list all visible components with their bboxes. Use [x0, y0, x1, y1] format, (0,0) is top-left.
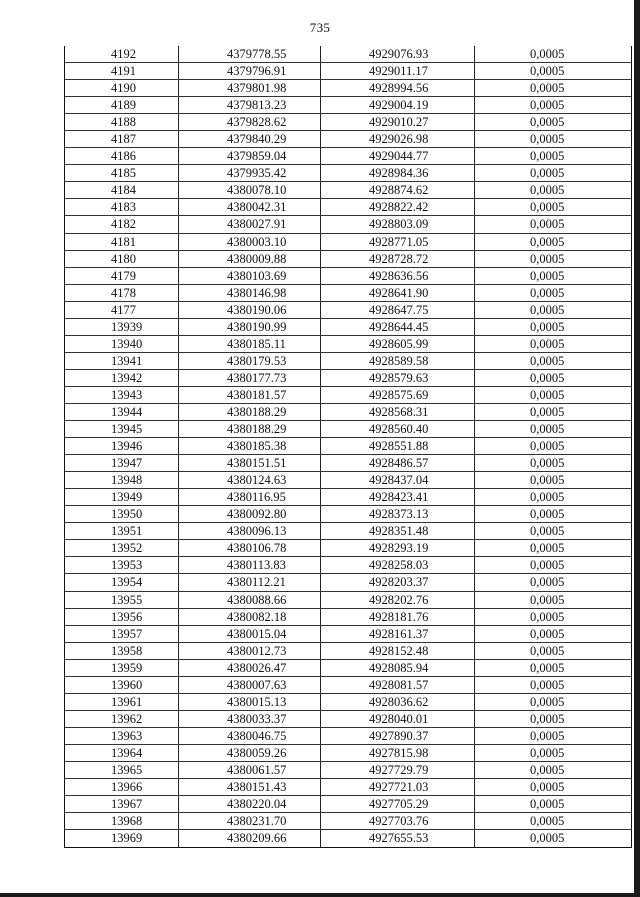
tolerance-cell: 0,0005	[530, 694, 565, 709]
y-coordinate-cell: 4928636.56	[321, 268, 475, 284]
table-row	[65, 234, 631, 251]
point-number-cell: 13939	[65, 319, 179, 335]
tolerance-cell: 0,0005	[530, 609, 565, 624]
x-coordinate-cell: 4379778.55	[179, 46, 321, 62]
x-coordinate-cell: 4379859.04	[179, 148, 321, 164]
tolerance-cell: 0,0005	[530, 780, 565, 795]
x-coordinate-cell: 4380009.88	[179, 251, 321, 267]
table-row	[65, 199, 631, 216]
tolerance-cell: 0,0005	[530, 217, 565, 232]
table-row	[65, 472, 631, 489]
tolerance-cell: 0,0005	[530, 319, 565, 334]
y-coordinate-cell: 4928641.90	[321, 285, 475, 301]
table-row	[65, 660, 631, 677]
x-coordinate-cell: 4380151.43	[179, 779, 321, 795]
x-coordinate-cell: 4380220.04	[179, 796, 321, 812]
tolerance-cell: 0,0005	[530, 149, 565, 164]
table-row	[65, 779, 631, 796]
point-number-cell: 13942	[65, 370, 179, 386]
tolerance-cell: 0,0005	[530, 592, 565, 607]
y-coordinate-cell: 4928568.31	[321, 404, 475, 420]
y-coordinate-cell: 4928258.03	[321, 557, 475, 573]
scan-edge-right	[634, 0, 640, 897]
tolerance-cell: 0,0005	[530, 404, 565, 419]
table-row	[65, 540, 631, 557]
y-coordinate-cell: 4928081.57	[321, 677, 475, 693]
tolerance-cell: 0,0005	[530, 626, 565, 641]
table-row	[65, 387, 631, 404]
point-number-cell: 13955	[65, 592, 179, 608]
point-number-cell: 13944	[65, 404, 179, 420]
table-row	[65, 421, 631, 438]
x-coordinate-cell: 4380116.95	[179, 489, 321, 505]
tolerance-cell: 0,0005	[530, 797, 565, 812]
tolerance-cell: 0,0005	[530, 643, 565, 658]
y-coordinate-cell: 4927729.79	[321, 762, 475, 778]
y-coordinate-cell: 4928994.56	[321, 80, 475, 96]
point-number-cell: 13963	[65, 728, 179, 744]
tolerance-cell: 0,0005	[530, 745, 565, 760]
point-number-cell: 13956	[65, 609, 179, 625]
table-row	[65, 268, 631, 285]
point-number-cell: 4181	[65, 234, 179, 250]
tolerance-cell: 0,0005	[530, 268, 565, 283]
x-coordinate-cell: 4380046.75	[179, 728, 321, 744]
table-row	[65, 506, 631, 523]
y-coordinate-cell: 4928036.62	[321, 694, 475, 710]
tolerance-cell: 0,0005	[530, 370, 565, 385]
tolerance-cell: 0,0005	[530, 302, 565, 317]
point-number-cell: 4183	[65, 199, 179, 215]
tolerance-cell: 0,0005	[530, 831, 565, 846]
point-number-cell: 13967	[65, 796, 179, 812]
point-number-cell: 13952	[65, 540, 179, 556]
y-coordinate-cell: 4928486.57	[321, 455, 475, 471]
point-number-cell: 13957	[65, 626, 179, 642]
table-row	[65, 285, 631, 302]
x-coordinate-cell: 4380185.11	[179, 336, 321, 352]
table-row	[65, 438, 631, 455]
tolerance-cell: 0,0005	[530, 558, 565, 573]
point-number-cell: 4184	[65, 182, 179, 198]
point-number-cell: 4177	[65, 302, 179, 318]
x-coordinate-cell: 4380124.63	[179, 472, 321, 488]
tolerance-cell: 0,0005	[530, 64, 565, 79]
x-coordinate-cell: 4380096.13	[179, 523, 321, 539]
y-coordinate-cell: 4928181.76	[321, 609, 475, 625]
tolerance-cell: 0,0005	[530, 98, 565, 113]
table-row	[65, 46, 631, 63]
y-coordinate-cell: 4928085.94	[321, 660, 475, 676]
tolerance-cell: 0,0005	[530, 507, 565, 522]
table-row	[65, 182, 631, 199]
x-coordinate-cell: 4380181.57	[179, 387, 321, 403]
table-row	[65, 643, 631, 660]
y-coordinate-cell: 4928293.19	[321, 540, 475, 556]
table-row	[65, 336, 631, 353]
x-coordinate-cell: 4380061.57	[179, 762, 321, 778]
x-coordinate-cell: 4380177.73	[179, 370, 321, 386]
table-row	[65, 148, 631, 165]
y-coordinate-cell: 4928373.13	[321, 506, 475, 522]
y-coordinate-cell: 4928822.42	[321, 199, 475, 215]
y-coordinate-cell: 4928152.48	[321, 643, 475, 659]
point-number-cell: 13948	[65, 472, 179, 488]
point-number-cell: 13968	[65, 813, 179, 829]
x-coordinate-cell: 4380088.66	[179, 592, 321, 608]
x-coordinate-cell: 4379813.23	[179, 97, 321, 113]
table-row	[65, 131, 631, 148]
point-number-cell: 13959	[65, 660, 179, 676]
point-number-cell: 4187	[65, 131, 179, 147]
tolerance-cell: 0,0005	[530, 353, 565, 368]
tolerance-cell: 0,0005	[530, 575, 565, 590]
point-number-cell: 13964	[65, 745, 179, 761]
table-row	[65, 216, 631, 233]
x-coordinate-cell: 4379801.98	[179, 80, 321, 96]
point-number-cell: 13969	[65, 830, 179, 847]
table-row	[65, 353, 631, 370]
y-coordinate-cell: 4928551.88	[321, 438, 475, 454]
table-row	[65, 489, 631, 506]
tolerance-cell: 0,0005	[530, 251, 565, 266]
y-coordinate-cell: 4928351.48	[321, 523, 475, 539]
x-coordinate-cell: 4380092.80	[179, 506, 321, 522]
point-number-cell: 13943	[65, 387, 179, 403]
y-coordinate-cell: 4929004.19	[321, 97, 475, 113]
x-coordinate-cell: 4380179.53	[179, 353, 321, 369]
point-number-cell: 4180	[65, 251, 179, 267]
table-row	[65, 319, 631, 336]
x-coordinate-cell: 4380113.83	[179, 557, 321, 573]
y-coordinate-cell: 4928203.37	[321, 574, 475, 590]
table-row	[65, 574, 631, 591]
table-row	[65, 694, 631, 711]
tolerance-cell: 0,0005	[530, 541, 565, 556]
y-coordinate-cell: 4928423.41	[321, 489, 475, 505]
point-number-cell: 4192	[65, 46, 179, 62]
tolerance-cell: 0,0005	[530, 711, 565, 726]
table-row	[65, 711, 631, 728]
y-coordinate-cell: 4928560.40	[321, 421, 475, 437]
table-row	[65, 609, 631, 626]
point-number-cell: 13940	[65, 336, 179, 352]
x-coordinate-cell: 4380015.04	[179, 626, 321, 642]
y-coordinate-cell: 4928202.76	[321, 592, 475, 608]
y-coordinate-cell: 4928644.45	[321, 319, 475, 335]
x-coordinate-cell: 4380188.29	[179, 421, 321, 437]
tolerance-cell: 0,0005	[530, 387, 565, 402]
point-number-cell: 13950	[65, 506, 179, 522]
point-number-cell: 4178	[65, 285, 179, 301]
tolerance-cell: 0,0005	[530, 439, 565, 454]
y-coordinate-cell: 4927655.53	[321, 830, 475, 847]
x-coordinate-cell: 4380078.10	[179, 182, 321, 198]
table-row	[65, 370, 631, 387]
x-coordinate-cell: 4380003.10	[179, 234, 321, 250]
tolerance-cell: 0,0005	[530, 81, 565, 96]
point-number-cell: 4182	[65, 216, 179, 232]
x-coordinate-cell: 4380059.26	[179, 745, 321, 761]
x-coordinate-cell: 4380012.73	[179, 643, 321, 659]
tolerance-cell: 0,0005	[530, 660, 565, 675]
x-coordinate-cell: 4379935.42	[179, 165, 321, 181]
y-coordinate-cell: 4928161.37	[321, 626, 475, 642]
table-row	[65, 813, 631, 830]
x-coordinate-cell: 4380231.70	[179, 813, 321, 829]
point-number-cell: 4191	[65, 63, 179, 79]
point-number-cell: 4185	[65, 165, 179, 181]
y-coordinate-cell: 4929010.27	[321, 114, 475, 130]
tolerance-cell: 0,0005	[530, 762, 565, 777]
y-coordinate-cell: 4928728.72	[321, 251, 475, 267]
x-coordinate-cell: 4380112.21	[179, 574, 321, 590]
y-coordinate-cell: 4928579.63	[321, 370, 475, 386]
x-coordinate-cell: 4379828.62	[179, 114, 321, 130]
table-row	[65, 745, 631, 762]
table-row	[65, 523, 631, 540]
tolerance-cell: 0,0005	[530, 285, 565, 300]
y-coordinate-cell: 4928771.05	[321, 234, 475, 250]
x-coordinate-cell: 4380209.66	[179, 830, 321, 847]
table-row	[65, 830, 631, 847]
point-number-cell: 13965	[65, 762, 179, 778]
x-coordinate-cell: 4380185.38	[179, 438, 321, 454]
y-coordinate-cell: 4928437.04	[321, 472, 475, 488]
y-coordinate-cell: 4929044.77	[321, 148, 475, 164]
y-coordinate-cell: 4929076.93	[321, 46, 475, 62]
point-number-cell: 4188	[65, 114, 179, 130]
point-number-cell: 13949	[65, 489, 179, 505]
y-coordinate-cell: 4928040.01	[321, 711, 475, 727]
x-coordinate-cell: 4380007.63	[179, 677, 321, 693]
x-coordinate-cell: 4380190.99	[179, 319, 321, 335]
table-row	[65, 302, 631, 319]
point-number-cell: 4179	[65, 268, 179, 284]
point-number-cell: 13958	[65, 643, 179, 659]
table-row	[65, 796, 631, 813]
point-number-cell: 13954	[65, 574, 179, 590]
point-number-cell: 13951	[65, 523, 179, 539]
point-number-cell: 13941	[65, 353, 179, 369]
x-coordinate-cell: 4380106.78	[179, 540, 321, 556]
x-coordinate-cell: 4379840.29	[179, 131, 321, 147]
table-row	[65, 80, 631, 97]
x-coordinate-cell: 4380146.98	[179, 285, 321, 301]
y-coordinate-cell: 4927721.03	[321, 779, 475, 795]
y-coordinate-cell: 4927703.76	[321, 813, 475, 829]
table-row	[65, 97, 631, 114]
tolerance-cell: 0,0005	[530, 115, 565, 130]
tolerance-cell: 0,0005	[530, 234, 565, 249]
tolerance-cell: 0,0005	[530, 336, 565, 351]
point-number-cell: 13961	[65, 694, 179, 710]
table-row	[65, 677, 631, 694]
x-coordinate-cell: 4380151.51	[179, 455, 321, 471]
tolerance-cell: 0,0005	[530, 490, 565, 505]
scan-edge-bottom	[0, 893, 640, 897]
point-number-cell: 13947	[65, 455, 179, 471]
x-coordinate-cell: 4380042.31	[179, 199, 321, 215]
table-row	[65, 251, 631, 268]
point-number-cell: 13945	[65, 421, 179, 437]
point-number-cell: 4189	[65, 97, 179, 113]
tolerance-cell: 0,0005	[530, 728, 565, 743]
y-coordinate-cell: 4927705.29	[321, 796, 475, 812]
tolerance-cell: 0,0005	[530, 200, 565, 215]
x-coordinate-cell: 4380027.91	[179, 216, 321, 232]
tolerance-cell: 0,0005	[530, 132, 565, 147]
table-row	[65, 404, 631, 421]
coordinates-table	[64, 46, 632, 848]
y-coordinate-cell: 4928605.99	[321, 336, 475, 352]
x-coordinate-cell: 4380188.29	[179, 404, 321, 420]
tolerance-cell: 0,0005	[530, 47, 565, 61]
x-coordinate-cell: 4380103.69	[179, 268, 321, 284]
tolerance-cell: 0,0005	[530, 166, 565, 181]
table-row	[65, 626, 631, 643]
point-number-cell: 4186	[65, 148, 179, 164]
point-number-cell: 13960	[65, 677, 179, 693]
y-coordinate-cell: 4928803.09	[321, 216, 475, 232]
tolerance-cell: 0,0005	[530, 422, 565, 437]
tolerance-cell: 0,0005	[530, 183, 565, 198]
x-coordinate-cell: 4380082.18	[179, 609, 321, 625]
point-number-cell: 13966	[65, 779, 179, 795]
table-row	[65, 455, 631, 472]
point-number-cell: 13946	[65, 438, 179, 454]
y-coordinate-cell: 4928647.75	[321, 302, 475, 318]
page-number: 735	[309, 20, 331, 35]
table-row	[65, 165, 631, 182]
y-coordinate-cell: 4927890.37	[321, 728, 475, 744]
point-number-cell: 13962	[65, 711, 179, 727]
y-coordinate-cell: 4929011.17	[321, 63, 475, 79]
x-coordinate-cell: 4380015.13	[179, 694, 321, 710]
y-coordinate-cell: 4929026.98	[321, 131, 475, 147]
y-coordinate-cell: 4928575.69	[321, 387, 475, 403]
y-coordinate-cell: 4928984.36	[321, 165, 475, 181]
table-row	[65, 63, 631, 80]
point-number-cell: 4190	[65, 80, 179, 96]
table-row	[65, 114, 631, 131]
table-row	[65, 592, 631, 609]
x-coordinate-cell: 4380026.47	[179, 660, 321, 676]
tolerance-cell: 0,0005	[530, 814, 565, 829]
x-coordinate-cell: 4380033.37	[179, 711, 321, 727]
y-coordinate-cell: 4928589.58	[321, 353, 475, 369]
table-row	[65, 728, 631, 745]
table-row	[65, 762, 631, 779]
table-row	[65, 557, 631, 574]
y-coordinate-cell: 4928874.62	[321, 182, 475, 198]
tolerance-cell: 0,0005	[530, 677, 565, 692]
x-coordinate-cell: 4380190.06	[179, 302, 321, 318]
y-coordinate-cell: 4927815.98	[321, 745, 475, 761]
tolerance-cell: 0,0005	[530, 473, 565, 488]
point-number-cell: 13953	[65, 557, 179, 573]
x-coordinate-cell: 4379796.91	[179, 63, 321, 79]
tolerance-cell: 0,0005	[530, 456, 565, 471]
tolerance-cell: 0,0005	[530, 524, 565, 539]
